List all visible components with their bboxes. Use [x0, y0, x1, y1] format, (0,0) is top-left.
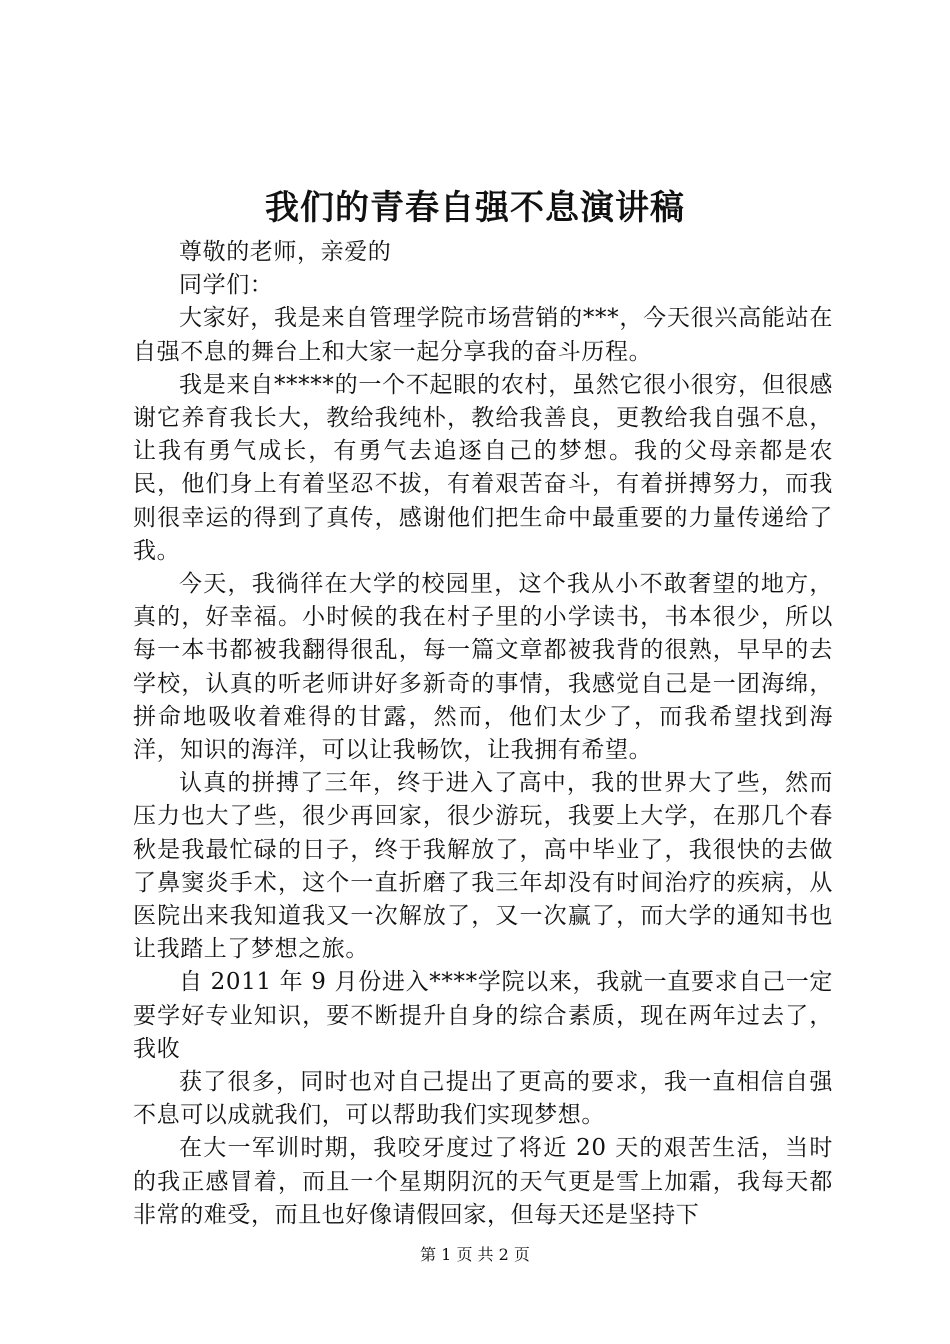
paragraph-greeting: 大家好，我是来自管理学院市场营销的***，今天很兴高能站在自强不息的舞台上和大家一起分享我的奋斗历程。: [133, 305, 833, 365]
salutation-line-2: 同学们：: [179, 272, 274, 299]
paragraph-military-training: 在大一军训时期，我咬牙度过了将近 20 天的艰苦生活，当时的我正感冒着，而且一个星期阴沉的天气更是雪上加霜，我每天都非常的难受，而且也好像请假回家，但每天还是坚持下: [133, 1135, 833, 1228]
paragraph-hometown: 我是来自*****的一个不起眼的农村，虽然它很小很穷，但很感谢它养育我长大，教给我纯朴，教给我善良，更教给我自强不息，让我有勇气成长，有勇气去追逐自己的梦想。我的父母亲都是农民，他们身上有着坚忍不拔，有着艰苦奋斗，有着拼搏努力，而我则很幸运的得到了真传，感谢他们把生命中最重要的力量传递给了我。: [133, 371, 833, 564]
page-footer: 第 1 页 共 2 页: [420, 1245, 530, 1264]
paragraph-high-school: 认真的拼搏了三年，终于进入了高中，我的世界大了些，然而压力也大了些，很少再回家，很少游玩，我要上大学，在那几个春秋是我最忙碌的日子，终于我解放了，高中毕业了，我很快的去做了鼻窦炎手术，这个一直折磨了我三年却没有时间治疗的疾病，从医院出来我知道我又一次解放了，又一次赢了，而大学的通知书也让我踏上了梦想之旅。: [133, 770, 833, 963]
paragraph-college-gains: 获了很多，同时也对自己提出了更高的要求，我一直相信自强不息可以成就我们，可以帮助我们实现梦想。: [133, 1069, 833, 1129]
document-title: 我们的青春自强不息演讲稿: [265, 188, 685, 228]
document-body: [133, 236, 833, 1232]
salutation-line-1: 尊敬的老师，亲爱的: [179, 239, 392, 265]
paragraph-campus: 今天，我徜徉在大学的校园里，这个我从小不敢奢望的地方，真的，好幸福。小时候的我在村子里的小学读书，书本很少，所以每一本书都被我翻得很乱，每一篇文章都被我背的很熟，早早的去学校，认真的听老师讲好多新奇的事情，我感觉自己是一团海绵，拼命地吸收着难得的甘露，然而，他们太少了，而我希望找到海洋，知识的海洋，可以让我畅饮，让我拥有希望。: [133, 571, 833, 764]
paragraph-college-start: 自 2011 年 9 月份进入****学院以来，我就一直要求自己一定要学好专业知识，要不断提升自身的综合素质，现在两年过去了，我收: [133, 969, 833, 1062]
